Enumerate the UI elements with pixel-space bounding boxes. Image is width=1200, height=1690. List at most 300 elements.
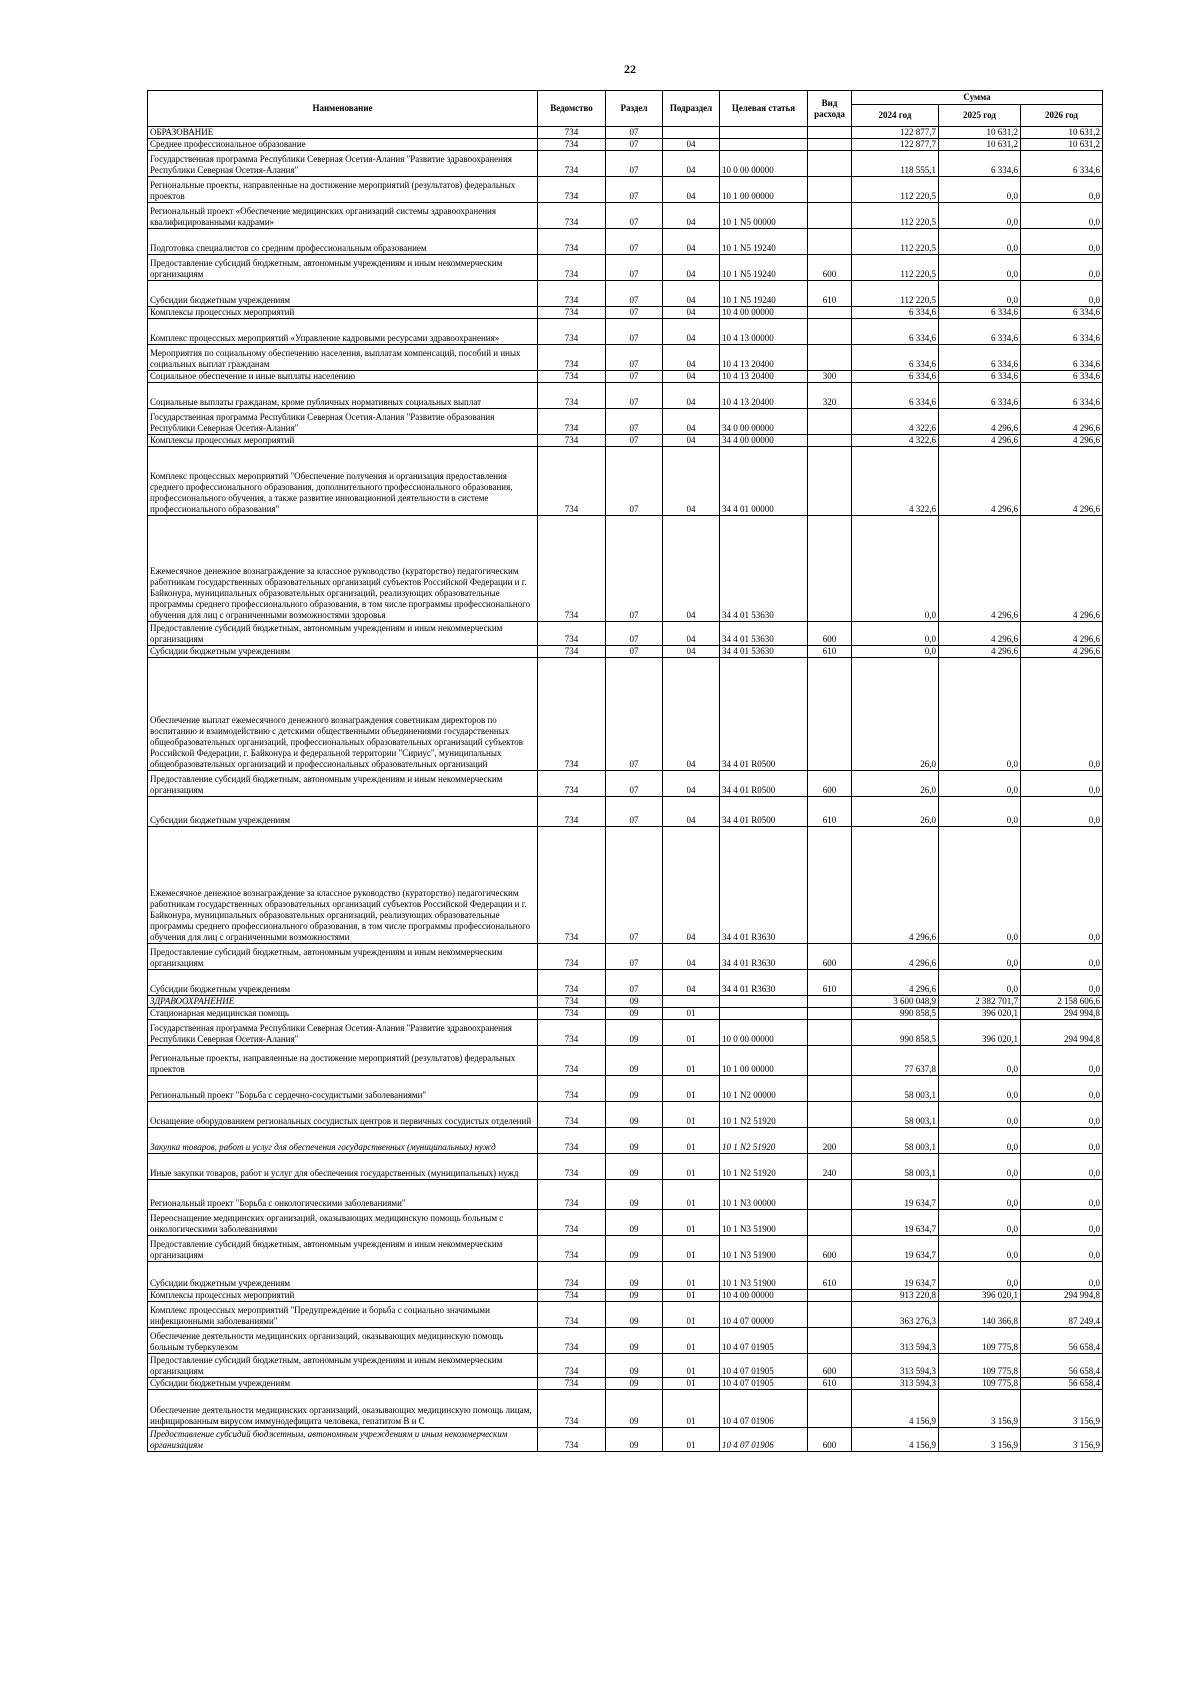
cell-subsection: 01 — [663, 1102, 720, 1128]
table-body — [148, 127, 1103, 1452]
cell-section: 07 — [606, 203, 663, 229]
cell-subsection: 04 — [663, 371, 720, 383]
cell-target: 10 4 00 00000 — [720, 307, 808, 319]
cell-target — [720, 127, 808, 139]
cell-2026: 0,0 — [1021, 1210, 1103, 1236]
table-row — [148, 319, 1103, 345]
cell-name: Комплексы процессных мероприятий — [148, 435, 538, 447]
cell-target: 34 4 01 R0500 — [720, 771, 808, 797]
cell-dept: 734 — [538, 447, 606, 516]
cell-type — [808, 127, 852, 139]
cell-2026: 0,0 — [1021, 177, 1103, 203]
cell-section: 07 — [606, 345, 663, 371]
cell-2026: 0,0 — [1021, 944, 1103, 970]
table-row — [148, 970, 1103, 996]
cell-subsection: 01 — [663, 1236, 720, 1262]
cell-name: Предоставление субсидий бюджетным, автономным учреждениям и иным некоммерческим организациям — [148, 944, 538, 970]
cell-type — [808, 177, 852, 203]
cell-section: 07 — [606, 307, 663, 319]
cell-target: 10 1 N5 19240 — [720, 281, 808, 307]
cell-2025: 0,0 — [939, 1076, 1021, 1102]
cell-type — [808, 1390, 852, 1428]
cell-2025: 4 296,6 — [939, 409, 1021, 435]
cell-dept: 734 — [538, 281, 606, 307]
cell-type — [808, 1020, 852, 1046]
cell-name: Среднее профессиональное образование — [148, 139, 538, 151]
cell-2024: 77 637,8 — [852, 1046, 939, 1076]
table-row — [148, 255, 1103, 281]
cell-subsection: 04 — [663, 139, 720, 151]
table-row — [148, 203, 1103, 229]
cell-dept: 734 — [538, 622, 606, 646]
budget-table — [147, 90, 1103, 1452]
cell-dept: 734 — [538, 1154, 606, 1180]
cell-subsection: 04 — [663, 646, 720, 658]
cell-type — [808, 1210, 852, 1236]
cell-name: Комплекс процессных мероприятий "Обеспечение получения и организация предоставления среднего профессионального образования, дополнительного профессионального образования, профессионального обучения, а также развитие инновационной деятельности в системе профессионального образования" — [148, 447, 538, 516]
cell-2025: 6 334,6 — [939, 151, 1021, 177]
cell-2024: 4 156,9 — [852, 1428, 939, 1452]
cell-2024: 6 334,6 — [852, 345, 939, 371]
cell-2026: 0,0 — [1021, 1128, 1103, 1154]
cell-2025: 0,0 — [939, 229, 1021, 255]
cell-2024: 112 220,5 — [852, 255, 939, 281]
cell-type — [808, 1046, 852, 1076]
cell-type — [808, 1102, 852, 1128]
table-row — [148, 1302, 1103, 1328]
cell-type: 610 — [808, 970, 852, 996]
cell-2026: 0,0 — [1021, 203, 1103, 229]
cell-type: 600 — [808, 622, 852, 646]
cell-2026: 6 334,6 — [1021, 307, 1103, 319]
cell-subsection — [663, 996, 720, 1008]
cell-subsection: 04 — [663, 345, 720, 371]
cell-subsection: 01 — [663, 1354, 720, 1378]
cell-2024: 26,0 — [852, 658, 939, 771]
cell-target — [720, 1008, 808, 1020]
cell-type — [808, 447, 852, 516]
cell-2025: 0,0 — [939, 1128, 1021, 1154]
cell-type — [808, 229, 852, 255]
cell-target: 10 4 07 01906 — [720, 1390, 808, 1428]
page-number: 22 — [624, 62, 636, 76]
cell-2024: 6 334,6 — [852, 371, 939, 383]
cell-2025: 0,0 — [939, 177, 1021, 203]
cell-type — [808, 203, 852, 229]
cell-2025: 0,0 — [939, 970, 1021, 996]
header-2025: 2025 год — [939, 105, 1021, 127]
cell-dept: 734 — [538, 1210, 606, 1236]
cell-section: 07 — [606, 255, 663, 281]
table-row — [148, 996, 1103, 1008]
table-row — [148, 371, 1103, 383]
cell-type — [808, 319, 852, 345]
cell-subsection: 01 — [663, 1290, 720, 1302]
cell-section: 07 — [606, 622, 663, 646]
cell-name: Комплекс процессных мероприятий "Предупреждение и борьба с социально значимыми инфекционными заболеваниями" — [148, 1302, 538, 1328]
cell-section: 07 — [606, 127, 663, 139]
cell-type: 600 — [808, 944, 852, 970]
cell-target — [720, 139, 808, 151]
cell-name: ЗДРАВООХРАНЕНИЕ — [148, 996, 538, 1008]
cell-target: 10 1 N5 00000 — [720, 203, 808, 229]
cell-name: Субсидии бюджетным учреждениям — [148, 646, 538, 658]
cell-name: Закупка товаров, работ и услуг для обеспечения государственных (муниципальных) нужд — [148, 1128, 538, 1154]
cell-2026: 3 156,9 — [1021, 1390, 1103, 1428]
cell-name: Социальные выплаты гражданам, кроме публичных нормативных социальных выплат — [148, 383, 538, 409]
cell-2025: 4 296,6 — [939, 447, 1021, 516]
cell-target: 10 1 N3 51900 — [720, 1210, 808, 1236]
table-row — [148, 1428, 1103, 1452]
cell-2026: 6 334,6 — [1021, 319, 1103, 345]
cell-dept: 734 — [538, 383, 606, 409]
cell-target: 34 4 01 53630 — [720, 646, 808, 658]
cell-subsection: 04 — [663, 435, 720, 447]
header-sum: Сумма — [852, 91, 1103, 105]
table-row — [148, 177, 1103, 203]
cell-target: 10 1 N5 19240 — [720, 229, 808, 255]
cell-target: 10 1 N2 00000 — [720, 1076, 808, 1102]
cell-name: Мероприятия по социальному обеспечению населения, выплатам компенсаций, пособий и иных социальных выплат гражданам — [148, 345, 538, 371]
cell-2025: 0,0 — [939, 1180, 1021, 1210]
cell-2025: 0,0 — [939, 1262, 1021, 1290]
cell-type — [808, 435, 852, 447]
cell-type — [808, 1180, 852, 1210]
cell-name: Ежемесячное денежное вознаграждение за классное руководство (кураторство) педагогическим работникам государственных образовательных организаций субъектов Российской Федерации и г. Байконура, муниципальных образовательных организаций, реализующих образовательные программы среднего профессионального образования, в том числе программы профессионального обучения для лиц с ограниченными возможностями — [148, 827, 538, 944]
table-row — [148, 622, 1103, 646]
cell-2025: 109 775,8 — [939, 1378, 1021, 1390]
cell-dept: 734 — [538, 1390, 606, 1428]
cell-section: 09 — [606, 1378, 663, 1390]
cell-name: Государственная программа Республики Северная Осетия-Алания "Развитие здравоохранения Республики Северная Осетия-Алания" — [148, 151, 538, 177]
table-row — [148, 516, 1103, 622]
cell-2024: 3 600 048,9 — [852, 996, 939, 1008]
cell-dept: 734 — [538, 1180, 606, 1210]
cell-2024: 6 334,6 — [852, 307, 939, 319]
cell-type: 240 — [808, 1154, 852, 1180]
cell-subsection: 04 — [663, 622, 720, 646]
table-row — [148, 1378, 1103, 1390]
cell-name: Субсидии бюджетным учреждениям — [148, 1262, 538, 1290]
cell-name: Предоставление субсидий бюджетным, автономным учреждениям и иным некоммерческим организациям — [148, 1236, 538, 1262]
table-row — [148, 1354, 1103, 1378]
table-row — [148, 151, 1103, 177]
cell-dept: 734 — [538, 1262, 606, 1290]
cell-section: 09 — [606, 1354, 663, 1378]
cell-subsection: 01 — [663, 1302, 720, 1328]
cell-2025: 0,0 — [939, 255, 1021, 281]
cell-name: Государственная программа Республики Северная Осетия-Алания "Развитие здравоохранения Республики Северная Осетия-Алания" — [148, 1020, 538, 1046]
cell-name: Социальное обеспечение и иные выплаты населению — [148, 371, 538, 383]
cell-dept: 734 — [538, 1378, 606, 1390]
cell-dept: 734 — [538, 1076, 606, 1102]
cell-name: Стационарная медицинская помощь — [148, 1008, 538, 1020]
cell-target: 10 4 07 01906 — [720, 1428, 808, 1452]
cell-dept: 734 — [538, 1290, 606, 1302]
cell-2024: 26,0 — [852, 797, 939, 827]
cell-type: 600 — [808, 1236, 852, 1262]
cell-2026: 0,0 — [1021, 1262, 1103, 1290]
cell-target: 10 4 13 00000 — [720, 319, 808, 345]
cell-name: Государственная программа Республики Северная Осетия-Алания "Развитие образования Республики Северная Осетия-Алания" — [148, 409, 538, 435]
cell-type — [808, 1008, 852, 1020]
cell-2026: 6 334,6 — [1021, 345, 1103, 371]
cell-2025: 0,0 — [939, 1046, 1021, 1076]
cell-subsection: 04 — [663, 970, 720, 996]
cell-subsection: 04 — [663, 229, 720, 255]
cell-subsection: 01 — [663, 1328, 720, 1354]
cell-2024: 4 296,6 — [852, 970, 939, 996]
cell-type: 610 — [808, 1378, 852, 1390]
cell-dept: 734 — [538, 371, 606, 383]
cell-2024: 26,0 — [852, 771, 939, 797]
cell-2026: 0,0 — [1021, 827, 1103, 944]
table-row — [148, 1210, 1103, 1236]
cell-section: 07 — [606, 447, 663, 516]
cell-2025: 3 156,9 — [939, 1428, 1021, 1452]
cell-2025: 4 296,6 — [939, 646, 1021, 658]
table-row — [148, 1390, 1103, 1428]
cell-2026: 0,0 — [1021, 970, 1103, 996]
cell-2025: 6 334,6 — [939, 319, 1021, 345]
table-row — [148, 1128, 1103, 1154]
cell-type: 600 — [808, 1354, 852, 1378]
cell-name: Комплекс процессных мероприятий «Управление кадровыми ресурсами здравоохранения» — [148, 319, 538, 345]
cell-2026: 0,0 — [1021, 1076, 1103, 1102]
table-row — [148, 1046, 1103, 1076]
cell-2024: 0,0 — [852, 516, 939, 622]
cell-section: 07 — [606, 435, 663, 447]
cell-dept: 734 — [538, 771, 606, 797]
cell-subsection: 04 — [663, 319, 720, 345]
cell-2025: 0,0 — [939, 281, 1021, 307]
table-row — [148, 646, 1103, 658]
cell-target: 10 4 07 00000 — [720, 1302, 808, 1328]
cell-dept: 734 — [538, 1428, 606, 1452]
cell-subsection: 01 — [663, 1262, 720, 1290]
cell-dept: 734 — [538, 1102, 606, 1128]
cell-2025: 3 156,9 — [939, 1390, 1021, 1428]
cell-dept: 734 — [538, 345, 606, 371]
cell-dept: 734 — [538, 1046, 606, 1076]
cell-subsection: 04 — [663, 255, 720, 281]
table-row — [148, 127, 1103, 139]
table-row — [148, 139, 1103, 151]
cell-section: 09 — [606, 1008, 663, 1020]
cell-subsection: 04 — [663, 797, 720, 827]
cell-2024: 313 594,3 — [852, 1354, 939, 1378]
cell-2026: 6 334,6 — [1021, 371, 1103, 383]
cell-dept: 734 — [538, 658, 606, 771]
table-row — [148, 797, 1103, 827]
cell-2026: 10 631,2 — [1021, 139, 1103, 151]
cell-2026: 0,0 — [1021, 255, 1103, 281]
cell-2024: 0,0 — [852, 622, 939, 646]
cell-type — [808, 345, 852, 371]
cell-2024: 58 003,1 — [852, 1154, 939, 1180]
cell-2026: 4 296,6 — [1021, 516, 1103, 622]
cell-target: 34 4 01 53630 — [720, 516, 808, 622]
cell-section: 07 — [606, 827, 663, 944]
cell-type — [808, 996, 852, 1008]
cell-type: 610 — [808, 1262, 852, 1290]
cell-section: 09 — [606, 1128, 663, 1154]
cell-name: Предоставление субсидий бюджетным, автономным учреждениям и иным некоммерческим организациям — [148, 1354, 538, 1378]
table-row — [148, 1008, 1103, 1020]
cell-name: Ежемесячное денежное вознаграждение за классное руководство (кураторство) педагогическим работникам государственных образовательных организаций субъектов Российской Федерации и г. Байконура, муниципальных образовательных организаций, реализующих образовательные программы среднего профессионального образования, в том числе программы профессионального обучения для лиц с ограниченными возможностями здоровья — [148, 516, 538, 622]
cell-name: Подготовка специалистов со средним профессиональным образованием — [148, 229, 538, 255]
cell-section: 09 — [606, 1328, 663, 1354]
cell-2025: 0,0 — [939, 771, 1021, 797]
cell-2026: 0,0 — [1021, 1180, 1103, 1210]
cell-target: 34 4 00 00000 — [720, 435, 808, 447]
cell-section: 09 — [606, 1236, 663, 1262]
cell-target: 10 0 00 00000 — [720, 151, 808, 177]
cell-2026: 0,0 — [1021, 797, 1103, 827]
cell-type — [808, 1290, 852, 1302]
cell-2024: 4 156,9 — [852, 1390, 939, 1428]
cell-type: 610 — [808, 797, 852, 827]
cell-2025: 4 296,6 — [939, 516, 1021, 622]
cell-dept: 734 — [538, 944, 606, 970]
cell-name: Региональные проекты, направленные на достижение мероприятий (результатов) федеральных проектов — [148, 1046, 538, 1076]
cell-subsection: 01 — [663, 1076, 720, 1102]
cell-target: 34 4 01 53630 — [720, 622, 808, 646]
cell-name: ОБРАЗОВАНИЕ — [148, 127, 538, 139]
table-row — [148, 1262, 1103, 1290]
cell-subsection: 01 — [663, 1210, 720, 1236]
cell-dept: 734 — [538, 1302, 606, 1328]
cell-2026: 56 658,4 — [1021, 1354, 1103, 1378]
cell-section: 09 — [606, 1262, 663, 1290]
cell-2026: 56 658,4 — [1021, 1328, 1103, 1354]
cell-section: 07 — [606, 646, 663, 658]
cell-2024: 4 296,6 — [852, 827, 939, 944]
cell-2026: 0,0 — [1021, 229, 1103, 255]
cell-subsection: 01 — [663, 1154, 720, 1180]
cell-dept: 734 — [538, 151, 606, 177]
cell-dept: 734 — [538, 1128, 606, 1154]
cell-2025: 0,0 — [939, 658, 1021, 771]
cell-dept: 734 — [538, 127, 606, 139]
cell-name: Субсидии бюджетным учреждениям — [148, 970, 538, 996]
cell-subsection: 04 — [663, 281, 720, 307]
cell-subsection: 01 — [663, 1046, 720, 1076]
cell-type: 320 — [808, 383, 852, 409]
cell-dept: 734 — [538, 409, 606, 435]
cell-section: 07 — [606, 319, 663, 345]
cell-2025: 140 366,8 — [939, 1302, 1021, 1328]
cell-2024: 6 334,6 — [852, 319, 939, 345]
cell-subsection: 04 — [663, 151, 720, 177]
cell-type: 200 — [808, 1128, 852, 1154]
cell-subsection: 04 — [663, 447, 720, 516]
cell-dept: 734 — [538, 1236, 606, 1262]
cell-subsection: 04 — [663, 177, 720, 203]
cell-section: 09 — [606, 1102, 663, 1128]
cell-target: 10 1 N3 00000 — [720, 1180, 808, 1210]
cell-2024: 58 003,1 — [852, 1076, 939, 1102]
cell-section: 09 — [606, 996, 663, 1008]
cell-2024: 4 322,6 — [852, 435, 939, 447]
cell-section: 07 — [606, 409, 663, 435]
table-row — [148, 345, 1103, 371]
cell-type — [808, 139, 852, 151]
cell-name: Комплексы процессных мероприятий — [148, 307, 538, 319]
cell-2024: 990 858,5 — [852, 1008, 939, 1020]
cell-2026: 4 296,6 — [1021, 646, 1103, 658]
cell-section: 07 — [606, 177, 663, 203]
cell-subsection: 04 — [663, 516, 720, 622]
cell-2026: 4 296,6 — [1021, 622, 1103, 646]
cell-2024: 19 634,7 — [852, 1210, 939, 1236]
cell-dept: 734 — [538, 797, 606, 827]
table-row — [148, 944, 1103, 970]
cell-2026: 294 994,8 — [1021, 1020, 1103, 1046]
cell-subsection: 04 — [663, 383, 720, 409]
table-row — [148, 771, 1103, 797]
cell-subsection: 04 — [663, 658, 720, 771]
cell-2025: 0,0 — [939, 797, 1021, 827]
cell-type: 600 — [808, 771, 852, 797]
cell-target: 10 4 00 00000 — [720, 1290, 808, 1302]
cell-name: Обеспечение деятельности медицинских организаций, оказывающих медицинскую помощь лицам, инфицированным вирусом иммунодефицита человека, гепатитом B и C — [148, 1390, 538, 1428]
cell-dept: 734 — [538, 203, 606, 229]
table-row — [148, 1102, 1103, 1128]
cell-name: Предоставление субсидий бюджетным, автономным учреждениям и иным некоммерческим организациям — [148, 255, 538, 281]
header-dept: Ведомство — [538, 91, 606, 127]
cell-2026: 0,0 — [1021, 1236, 1103, 1262]
cell-target: 10 1 N2 51920 — [720, 1154, 808, 1180]
cell-section: 07 — [606, 281, 663, 307]
cell-2026: 2 158 606,6 — [1021, 996, 1103, 1008]
cell-2024: 122 877,7 — [852, 139, 939, 151]
cell-subsection — [663, 127, 720, 139]
cell-target: 34 4 01 R3630 — [720, 944, 808, 970]
cell-type: 600 — [808, 1428, 852, 1452]
cell-target: 10 1 N3 51900 — [720, 1236, 808, 1262]
cell-dept: 734 — [538, 177, 606, 203]
cell-subsection: 01 — [663, 1128, 720, 1154]
cell-2026: 6 334,6 — [1021, 151, 1103, 177]
cell-type: 600 — [808, 255, 852, 281]
cell-subsection: 04 — [663, 203, 720, 229]
cell-section: 09 — [606, 1290, 663, 1302]
cell-2026: 0,0 — [1021, 658, 1103, 771]
cell-type — [808, 1076, 852, 1102]
cell-section: 07 — [606, 658, 663, 771]
header-type: Вид расхода — [808, 91, 852, 127]
cell-2024: 363 276,3 — [852, 1302, 939, 1328]
cell-subsection: 01 — [663, 1378, 720, 1390]
cell-target: 34 4 01 R3630 — [720, 970, 808, 996]
cell-target — [720, 996, 808, 1008]
cell-target: 34 4 01 R3630 — [720, 827, 808, 944]
table-row — [148, 383, 1103, 409]
cell-subsection: 04 — [663, 409, 720, 435]
cell-name: Региональный проект "Борьба с онкологическими заболеваниями" — [148, 1180, 538, 1210]
cell-2024: 19 634,7 — [852, 1180, 939, 1210]
cell-2026: 4 296,6 — [1021, 435, 1103, 447]
cell-dept: 734 — [538, 319, 606, 345]
cell-target: 10 1 N5 19240 — [720, 255, 808, 281]
cell-target: 10 1 N2 51920 — [720, 1128, 808, 1154]
cell-section: 09 — [606, 1154, 663, 1180]
table-row — [148, 307, 1103, 319]
cell-2024: 313 594,3 — [852, 1328, 939, 1354]
cell-2025: 4 296,6 — [939, 435, 1021, 447]
cell-2025: 6 334,6 — [939, 307, 1021, 319]
